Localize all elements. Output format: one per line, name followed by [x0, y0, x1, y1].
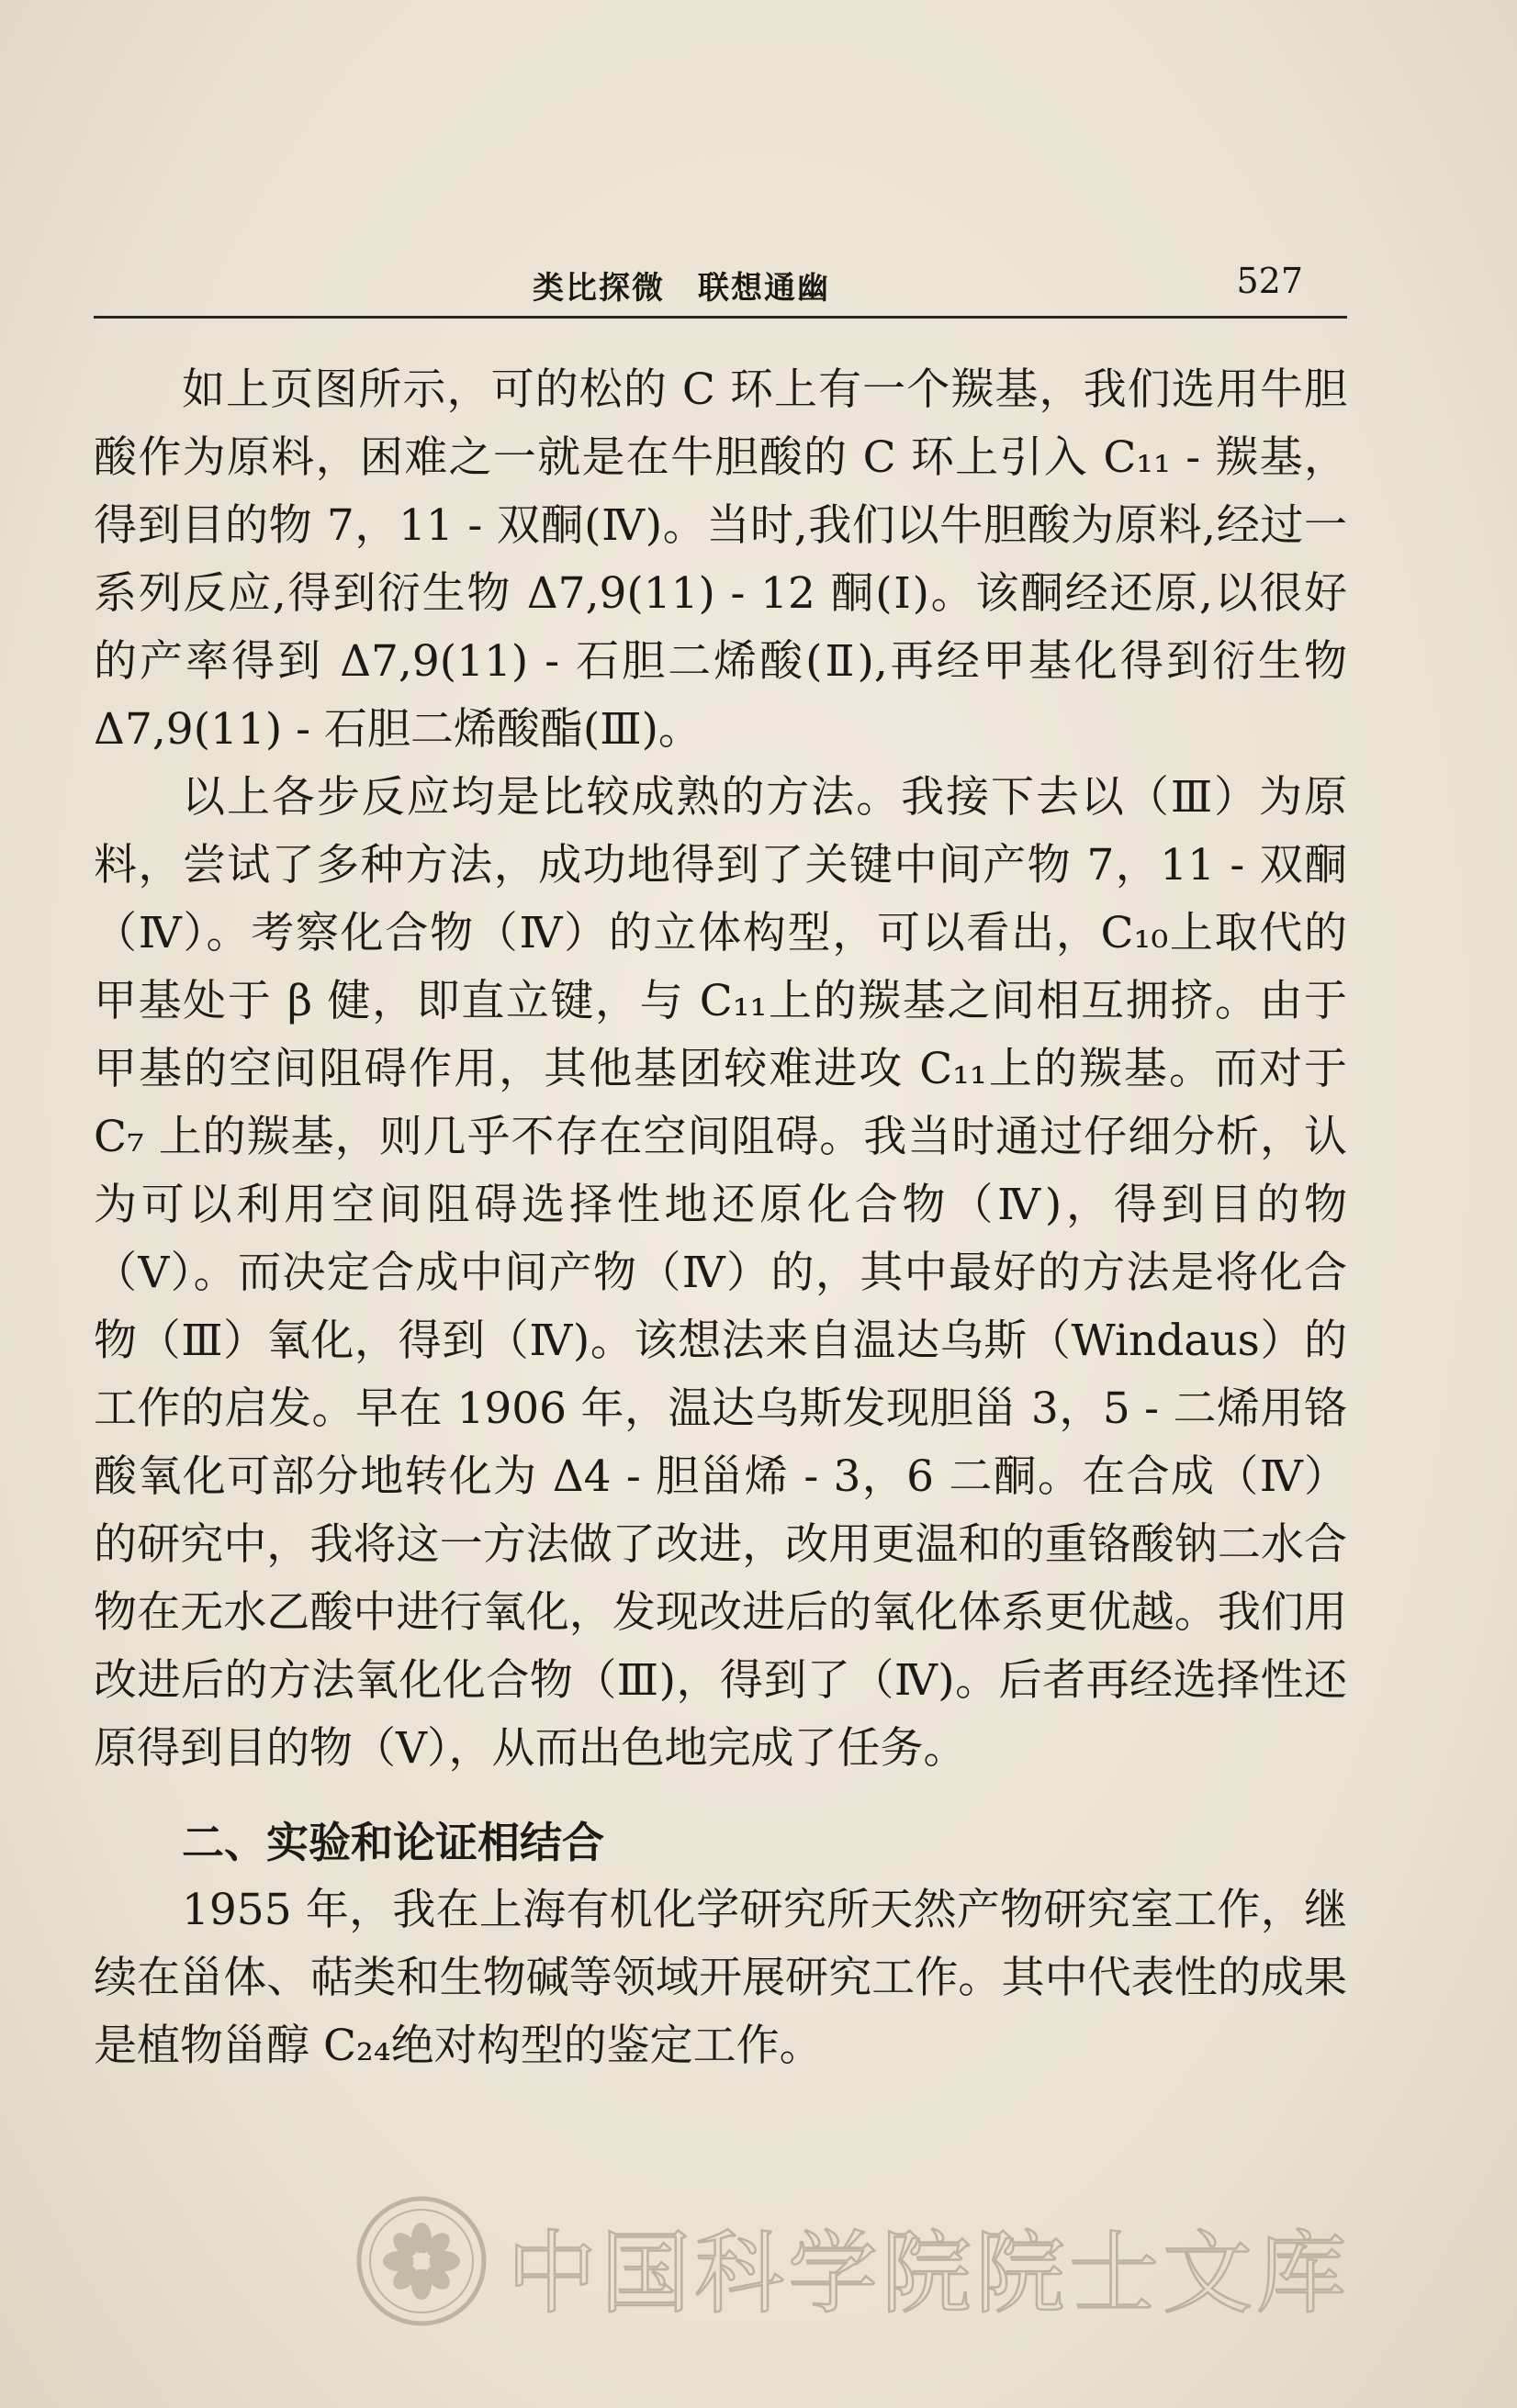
watermark-title: 中国科学院院士文库 — [507, 2222, 1351, 2326]
running-title: 类比探微 联想通幽 — [533, 270, 830, 307]
paragraph-3: 1955 年，我在上海有机化学研究所天然产物研究室工作，继续在甾体、萜类和生物碱等领域开展研究工作。其中代表性的成果是植物甾醇 C₂₄绝对构型的鉴定工作。 — [94, 1885, 1347, 2071]
paragraph-1: 如上页图所示，可的松的 C 环上有一个羰基，我们选用牛胆酸作为原料，困难之一就是在牛胆酸的 C 环上引入 C₁₁ - 羰基，得到目的物 7，11 - 双酮(Ⅳ)。当时,我们以牛胆酸为原料,经过一系列反应,得到衍生物 Δ7,9(11) - 12 酮(Ⅰ)。该酮经还原,以很好的产率得到 Δ7,9(11) - 石胆二烯酸(Ⅱ),再经甲基化得到衍生物 Δ7,9(11) - 石胆二烯酸酯(Ⅲ)。 — [94, 364, 1347, 755]
section-heading: 二、实验和论证相结合 — [182, 1818, 604, 1867]
academy-flower-emblem-icon — [353, 2192, 490, 2330]
running-header — [94, 259, 1347, 314]
header-rule — [94, 316, 1347, 319]
page-number: 527 — [1236, 261, 1303, 301]
body-text — [94, 356, 1347, 2080]
paragraph-2: 以上各步反应均是比较成熟的方法。我接下去以（Ⅲ）为原料，尝试了多种方法，成功地得到了关键中间产物 7，11 - 双酮（Ⅳ）。考察化合物（Ⅳ）的立体构型，可以看出，C₁₀上取代的甲基处于 β 健，即直立键，与 C₁₁上的羰基之间相互拥挤。由于甲基的空间阻碍作用，其他基团较难进攻 C₁₁上的羰基。而对于 C₇ 上的羰基，则几乎不存在空间阻碍。我当时通过仔细分析，认为可以利用空间阻碍选择性地还原化合物（Ⅳ)，得到目的物（Ⅴ）。而决定合成中间产物（Ⅳ）的，其中最好的方法是将化合物（Ⅲ）氧化，得到（Ⅳ)。该想法来自温达乌斯（Windaus）的工作的启发。早在 1906 年，温达乌斯发现胆甾 3，5 - 二烯用铬酸氧化可部分地转化为 Δ4 - 胆甾烯 - 3，6 二酮。在合成（Ⅳ）的研究中，我将这一方法做了改进，改用更温和的重铬酸钠二水合物在无水乙酸中进行氧化，发现改进后的氧化体系更优越。我们用改进后的方法氧化化合物（Ⅲ)，得到了（Ⅳ)。后者再经选择性还原得到目的物（Ⅴ），从而出色地完成了任务。 — [94, 772, 1347, 1774]
